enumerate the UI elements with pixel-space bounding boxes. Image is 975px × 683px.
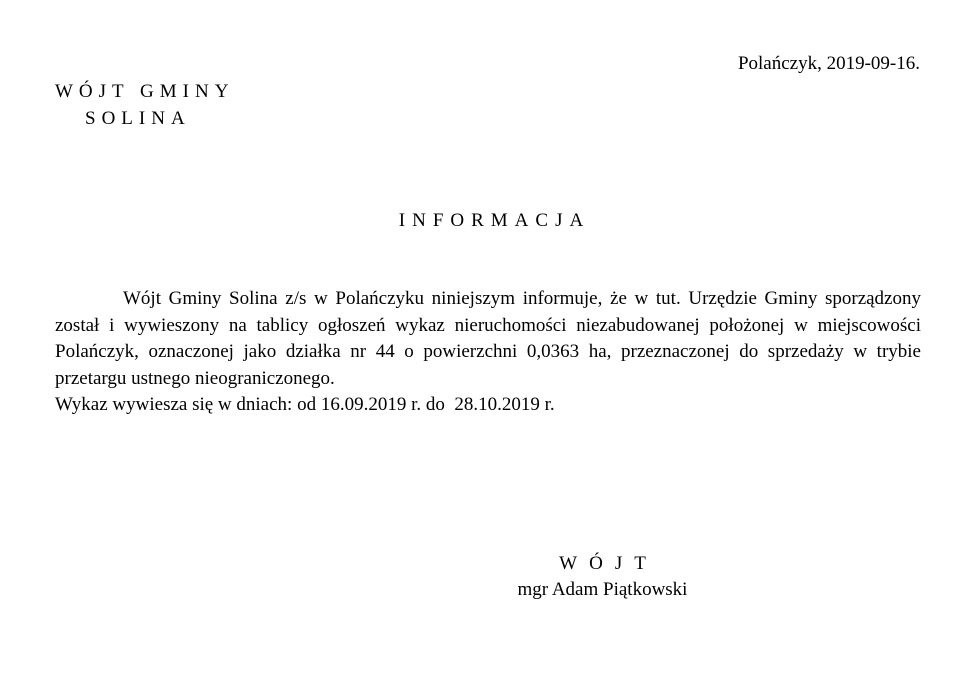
document-body (55, 286, 921, 419)
signature-role: WÓJT (559, 553, 658, 574)
place-date: Polańczyk, 2019-09-16. (737, 53, 920, 74)
body-paragraph: Wójt Gminy Solina z/s w Polańczyku niniejszym informuje, że w tut. Urzędzie Gminy sporządzony został i wywieszony na tablicy ogłoszeń wykaz nieruchomości niezabudowanej położonej w miejscowości Polańczyk, oznaczonej jako działka nr 44 o powierzchni 0,0363 ha, przeznaczonej do sprzedaży w trybie przetargu ustnego nieograniczonego. (55, 288, 921, 389)
issuer-line-1: WÓJT GMINY (55, 81, 235, 102)
issuer-line-2: SOLINA (85, 108, 191, 129)
document-title: INFORMACJA (398, 210, 591, 231)
signature-block (480, 551, 725, 603)
issuer-block (55, 78, 234, 132)
signature-name: mgr Adam Piątkowski (517, 579, 688, 600)
display-period: Wykaz wywiesza się w dniach: od 16.09.2019 r. do 28.10.2019 r. (55, 394, 555, 415)
